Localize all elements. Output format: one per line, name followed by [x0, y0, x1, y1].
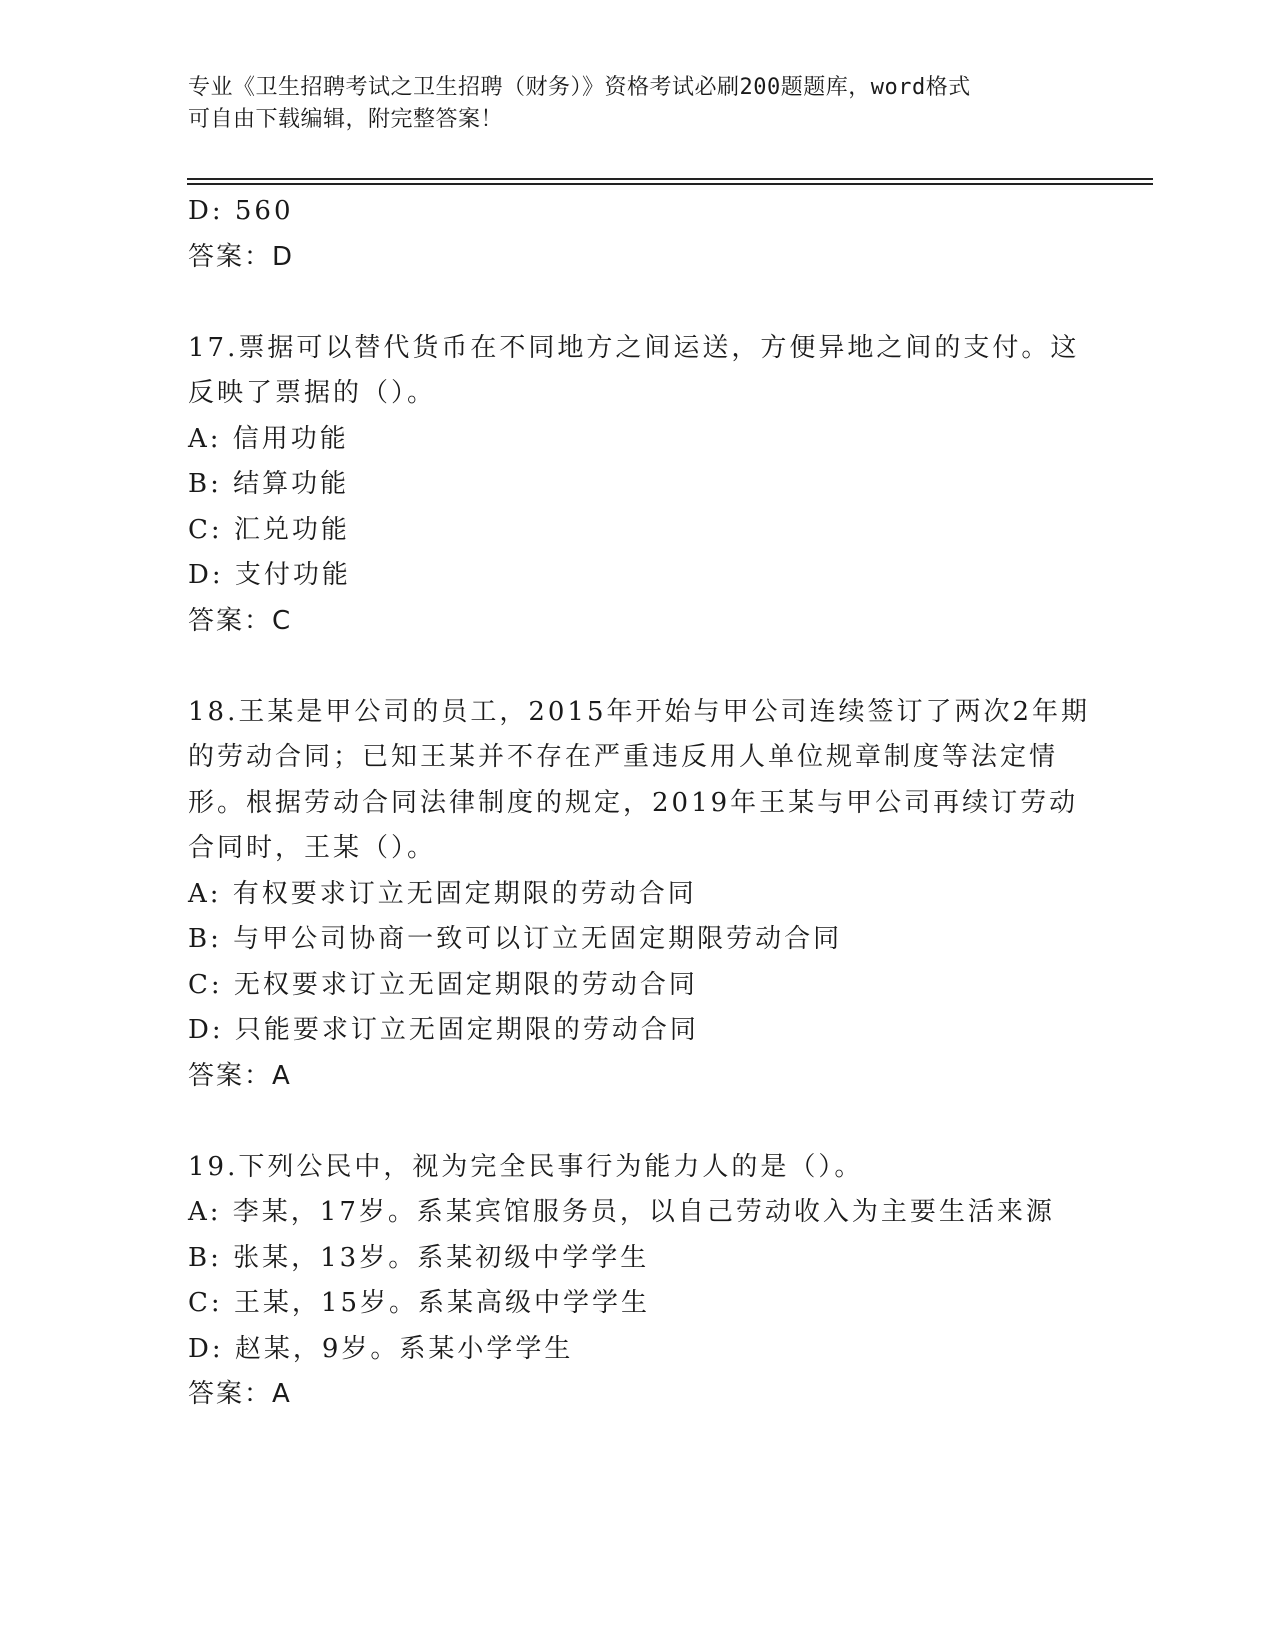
option-b: B: 与甲公司协商一致可以订立无固定期限劳动合同 — [188, 924, 843, 954]
question-17 — [188, 326, 1088, 645]
header-rule-bottom — [187, 183, 1153, 185]
option-a: A: 信用功能 — [188, 423, 349, 454]
question-stem-line: 合同时，王某（）。 — [188, 833, 437, 863]
option-d: D: 支付功能 — [188, 560, 351, 590]
prev-option-d: D: 560 — [188, 196, 294, 226]
question-stem-line: 形。根据劳动合同法律制度的规定，2019年王某与甲公司再续订劳动 — [188, 787, 1079, 818]
answer: 答案：A — [188, 1060, 292, 1091]
question-stem-line: 反映了票据的（）。 — [188, 378, 437, 408]
question-19 — [188, 1145, 1088, 1418]
option-c: C: 王某，15岁。系某高级中学学生 — [188, 1288, 651, 1318]
question-content — [188, 189, 1091, 1418]
option-d: D: 只能要求订立无固定期限的劳动合同 — [188, 1015, 699, 1045]
header-line-2: 可自由下载编辑，附完整答案！ — [188, 107, 504, 132]
question-stem-line: 18.王某是甲公司的员工，2015年开始与甲公司连续签订了两次2年期 — [188, 696, 1091, 727]
prev-answer: 答案：D — [188, 241, 295, 272]
option-b: B: 张某，13岁。系某初级中学学生 — [188, 1242, 650, 1273]
option-a: A: 有权要求订立无固定期限的劳动合同 — [188, 878, 697, 909]
answer: 答案：A — [188, 1379, 292, 1409]
option-a: A: 李某，17岁。系某宾馆服务员，以自己劳动收入为主要生活来源 — [188, 1197, 1055, 1227]
option-d: D: 赵某，9岁。系某小学学生 — [188, 1333, 574, 1364]
spacer — [188, 1099, 1088, 1145]
option-b: B: 结算功能 — [188, 469, 350, 499]
spacer — [188, 280, 1088, 326]
option-c: C: 汇兑功能 — [188, 514, 350, 545]
header-line-1: 专业《卫生招聘考试之卫生招聘（财务）》资格考试必刷200题题库，word格式 — [188, 75, 971, 100]
question-stem-line: 的劳动合同；已知王某并不存在严重违反用人单位规章制度等法定情 — [188, 742, 1059, 772]
question-18 — [188, 690, 1091, 1100]
header-rule-top — [187, 178, 1153, 180]
document-header — [188, 72, 1068, 136]
question-stem-line: 19.下列公民中，视为完全民事行为能力人的是（）。 — [188, 1151, 864, 1182]
option-c: C: 无权要求订立无固定期限的劳动合同 — [188, 969, 698, 1000]
question-stem-line: 17.票据可以替代货币在不同地方之间运送，方便异地之间的支付。这 — [188, 332, 1080, 363]
spacer — [188, 644, 1088, 690]
answer: 答案：C — [188, 605, 293, 636]
